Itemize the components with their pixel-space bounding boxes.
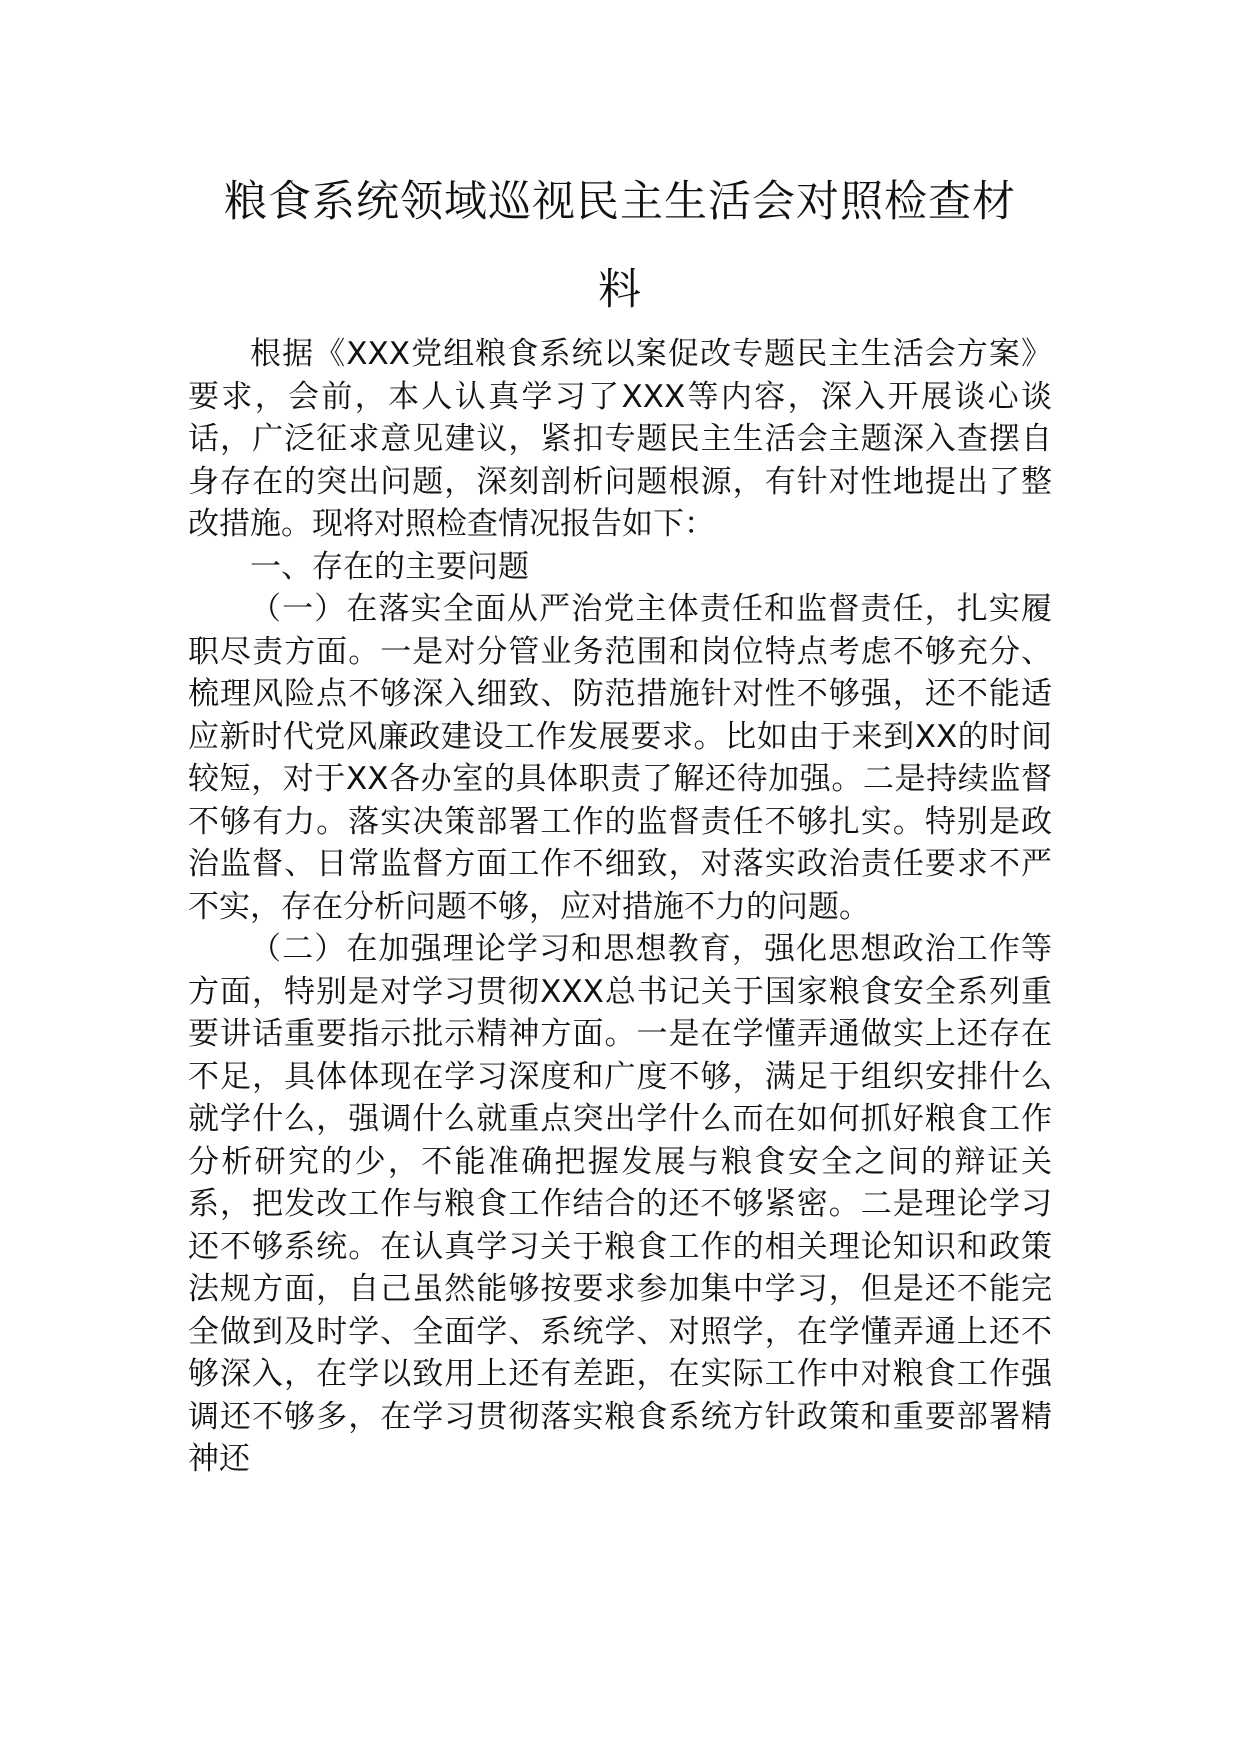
document-title bbox=[180, 158, 1060, 334]
title-line-1: 粮食系统领域巡视民主生活会对照检查材 bbox=[224, 177, 1016, 227]
problem-item-1: （一）在落实全面从严治党主体责任和监督责任，扎实履职尽责方面。一是对分管业务范围和岗位特点考虑不够充分、梳理风险点不够深入细致、防范措施针对性不够强，还不能适应新时代党风廉政建设工作发展要求。比如由于来到XX的时间较短，对于XX各办室的具体职责了解还待加强。二是持续监督不够有力。落实决策部署工作的监督责任不够扎实。特别是政治监督、日常监督方面工作不细致，对落实政治责任要求不严不实，存在分析问题不够，应对措施不力的问题。 bbox=[188, 591, 1052, 925]
problem-item-2: （二）在加强理论学习和思想教育，强化思想政治工作等方面，特别是对学习贯彻XXX总书记关于国家粮食安全系列重要讲话重要指示批示精神方面。一是在学懂弄通做实上还存在不足，具体体现在学习深度和广度不够，满足于组织安排什么就学什么，强调什么就重点突出学什么而在如何抓好粮食工作分析研究的少，不能准确把握发展与粮食安全之间的辩证关系，把发改工作与粮食工作结合的还不够紧密。二是理论学习还不够系统。在认真学习关于粮食工作的相关理论知识和政策法规方面，自己虽然能够按要求参加集中学习，但是还不能完全做到及时学、全面学、系统学、对照学，在学懂弄通上还不够深入，在学以致用上还有差距，在实际工作中对粮食工作强调还不够多，在学习贯彻落实粮食系统方针政策和重要部署精神还 bbox=[188, 931, 1052, 1477]
title-line-2: 料 bbox=[598, 265, 642, 315]
document-body bbox=[188, 333, 1052, 1481]
section-heading-1: 一、存在的主要问题 bbox=[250, 548, 529, 585]
intro-paragraph: 根据《XXX党组粮食系统以案促改专题民主生活会方案》要求，会前，本人认真学习了XXX等内容，深入开展谈心谈话，广泛征求意见建议，紧扣专题民主生活会主题深入查摆自身存在的突出问题，深刻剖析问题根源，有针对性地提出了整改措施。现将对照检查情况报告如下： bbox=[188, 336, 1052, 542]
